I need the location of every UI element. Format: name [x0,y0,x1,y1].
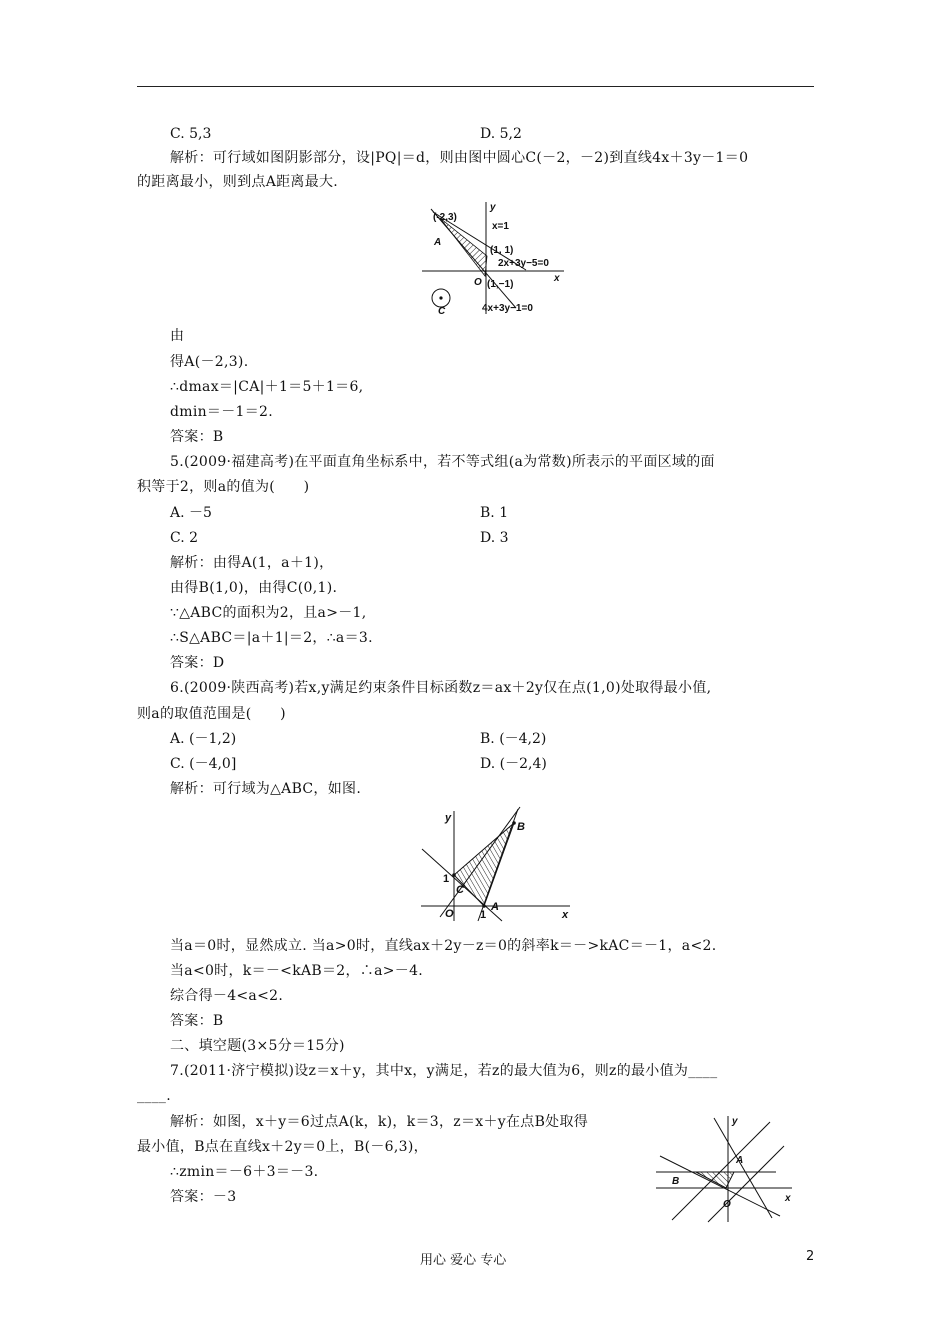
answer-line: 答案：D [170,655,225,671]
question-6: 6.(2009·陕西高考)若x,y满足约束条件目标函数z＝ax＋2y仅在点(1,0)处取得最小值, [170,680,712,696]
answer-line: 答案：B [170,1013,224,1029]
answer-line: 答案：B [170,429,224,445]
label-y: y [732,1116,738,1127]
option-d: D. 5,2 [480,126,522,142]
solution-line: ∴zmin＝－6＋3＝－3. [170,1164,319,1180]
question-6-cont: 则a的取值范围是( ) [137,706,286,722]
solution-line: 由 [170,328,185,344]
label-a: A [491,901,499,913]
label-y: y [445,812,452,824]
question-7-cont: ____. [137,1088,171,1104]
label-pt-a: (-2,3) [433,212,457,223]
solution-line: ∴S△ABC＝|a＋1|＝2，∴a＝3. [170,630,373,646]
label-a: A [434,237,442,248]
label-o: O [445,908,454,920]
point-a [482,904,486,908]
header-rule [137,86,814,87]
line-y-x [672,1122,770,1220]
label-a: A [736,1155,744,1166]
label-c: C [456,884,464,896]
point-b [512,821,516,825]
solution-line: 由得B(1,0)，由得C(0,1). [170,580,338,596]
figure-q7-region [652,1112,797,1224]
solution-line: dmin＝－1＝2. [170,404,273,420]
option-d: D. 3 [480,530,509,546]
option-c: C. 5,3 [170,126,212,142]
solution-line: 的距离最小，则到点A距离最大. [137,174,339,190]
label-x1: x=1 [492,221,509,232]
solution-line: 综合得－4<a<2. [170,988,284,1004]
option-b: B. (－4,2) [480,731,547,747]
point-c [452,873,456,877]
solution-line: 最小值，B点在直线x＋2y＝0上，B(－6,3)， [137,1139,428,1155]
label-o: O [723,1199,731,1210]
option-d: D. (－2,4) [480,756,547,772]
solution-line: ∴dmax＝|CA|＋1＝5＋1＝6, [170,379,364,395]
label-y: y [490,202,496,213]
answer-line: 答案：－3 [170,1189,237,1205]
label-x: x [785,1193,791,1204]
solution-line: 当a<0时，k＝－<kAB＝2，∴a>－4. [170,963,424,979]
circle-center [439,296,442,299]
solution-line: 解析：可行域为△ABC，如图. [170,781,362,797]
question-5: 5.(2009·福建高考)在平面直角坐标系中，若不等式组(a为常数)所表示的平面区域的面 [170,454,715,470]
footer-slogan: 用心 爱心 专心 [420,1253,507,1268]
label-p11: (1, 1) [490,245,514,256]
label-b: B [517,821,525,833]
solution-line: 解析：可行域如图阴影部分，设|PQ|＝d，则由图中圆心C(－2，－2)到直线4x＋3y－1＝0 [170,150,749,166]
label-x: x [554,273,560,284]
label-c: C [438,306,446,317]
label-p1m1: (1,−1) [487,279,514,290]
question-5-cont: 积等于2，则a的值为( ) [137,479,310,495]
option-c: C. 2 [170,530,199,546]
solution-line: 解析：由得A(1，a＋1)， [170,555,334,571]
solution-line: 当a＝0时，显然成立. 当a>0时，直线ax＋2y－z＝0的斜率k＝－>kAC＝－1，a<2. [170,938,717,954]
figure-q6-triangle [418,805,573,923]
section-heading: 二、填空题(3×5分＝15分) [170,1038,345,1054]
label-one-x: 1 [480,909,487,921]
label-one-y: 1 [443,873,450,885]
option-c: C. (－4,0] [170,756,237,772]
label-line-2x3y: 2x+3y−5=0 [498,258,549,269]
label-x: x [562,909,569,921]
option-a: A. (－1,2) [170,731,237,747]
figure-q4-feasible-region [418,198,568,318]
solution-line: ∵△ABC的面积为2，且a>－1, [170,605,367,621]
solution-line: 解析：如图，x＋y＝6过点A(k，k)，k＝3，z＝x＋y在点B处取得 [170,1114,589,1130]
page-number: 2 [806,1249,815,1264]
option-a: A. －5 [170,505,212,521]
option-b: B. 1 [480,505,509,521]
label-b: B [672,1176,680,1187]
label-line-4x3y: 4x+3y−1=0 [482,303,533,314]
question-7: 7.(2011·济宁模拟)设z＝x＋y，其中x，y满足，若z的最大值为6，则z的最小值为____ [170,1063,718,1079]
solution-line: 得A(－2,3). [170,354,249,370]
label-o: O [474,277,482,288]
